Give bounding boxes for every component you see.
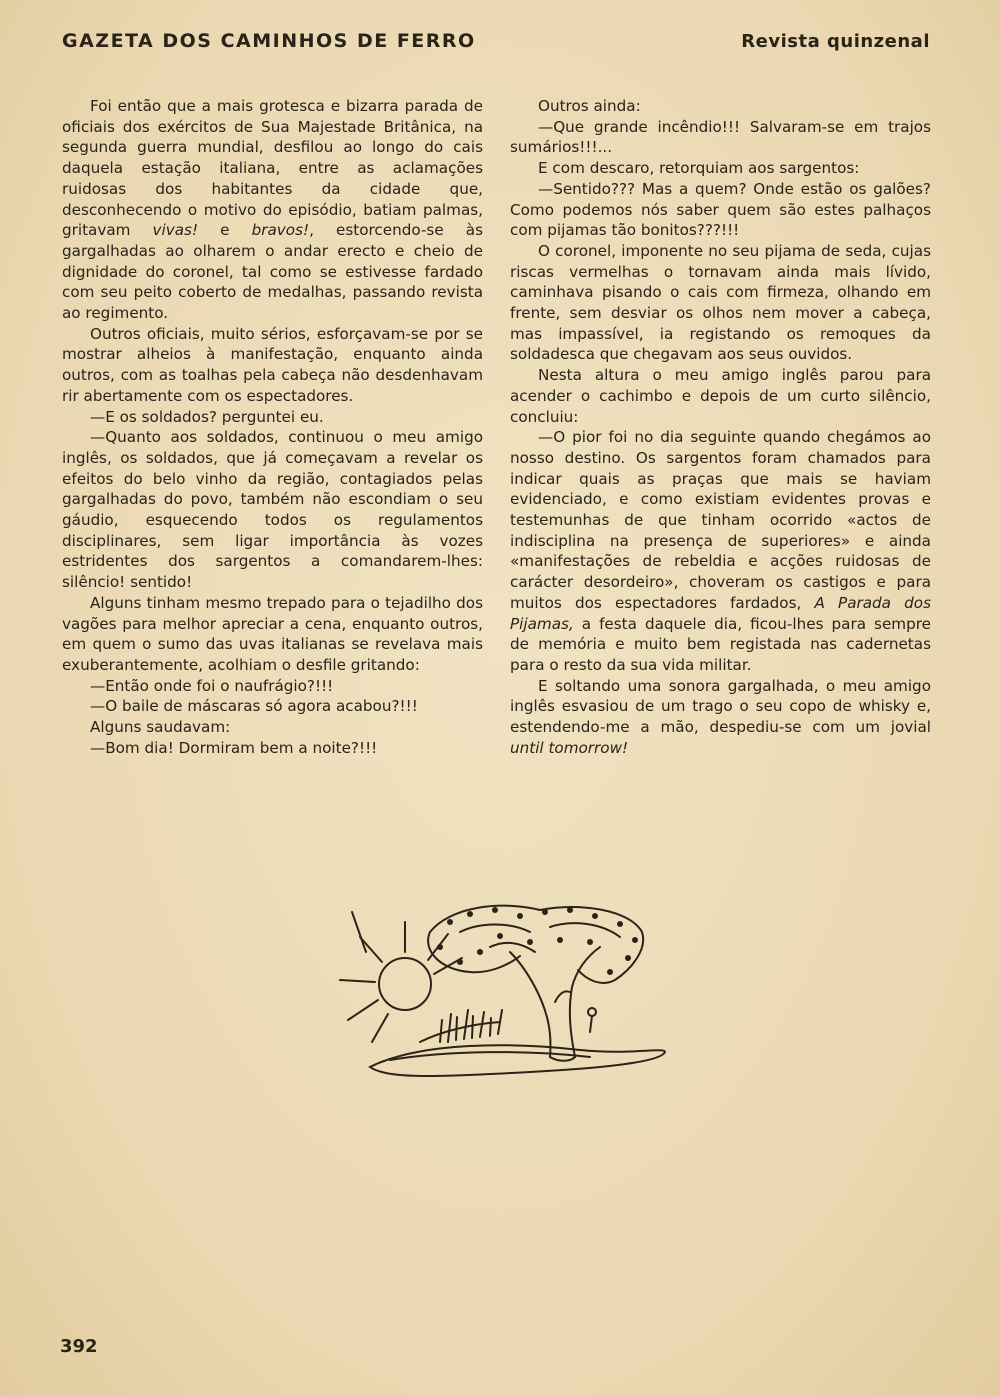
- text-run: , estorcendo-se às gargalhadas ao olharem o andar erecto e cheio de dignidade do coronel, tal como se estivesse fardado com seu peito coberto de medalhas, passando revista ao regimento.: [62, 221, 483, 323]
- italic-text: vivas!: [152, 221, 199, 240]
- text-run: a festa daquele dia, ficou-lhes para sempre de memória e muito bem registada nas cadernetas para o resto da sua vida militar.: [510, 614, 931, 674]
- paragraph: Outros ainda:: [538, 97, 641, 115]
- paragraph: [510, 427, 931, 675]
- paragraph: —O baile de máscaras só agora acabou?!!!: [90, 697, 418, 716]
- italic-text: A Parada dos Pijamas,: [510, 593, 931, 633]
- paragraph: O coronel, imponente no seu pijama de seda, cujas riscas vermelhas o tornavam ainda mais lívido, caminhava pisando o cais com firmeza, olhando em frente, sem desviar os olhos nem mover a cabeça, mas impassível, ia registando os remoques da soldadesca que chegavam aos seus ouvidos.: [510, 241, 931, 364]
- publication-kind: Revista quinzenal: [741, 31, 930, 52]
- paragraph: Alguns tinham mesmo trepado para o tejadilho dos vagões para melhor apreciar a cena, enquanto outros, em quem o sumo das uvas italianas se revelava mais exuberantemente, acolhiam o desfile gritando:: [62, 593, 483, 674]
- paragraph: —Bom dia! Dormiram bem a noite?!!!: [90, 738, 378, 757]
- publication-title: GAZETA DOS CAMINHOS DE FERRO: [62, 30, 476, 52]
- paragraph: [62, 96, 483, 324]
- text-run: e: [198, 221, 252, 240]
- italic-text: bravos!: [251, 221, 310, 240]
- paragraph: —E os soldados? perguntei eu.: [90, 407, 324, 426]
- page-header: [62, 30, 930, 64]
- right-column: [510, 96, 931, 759]
- text-run: —O pior foi no dia seguinte quando chegámos ao nosso destino. Os sargentos foram chamados para indicar quais as praças que mais se haviam evidenciado, e como existiam evidentes provas e testemunhas de que tinham ocorrido «actos de indisciplina na presença de superiores» e ainda «manifestações de rebeldia e acções ruidosas de carácter desordeiro», choveram os castigos e para muitos dos espectadores fardados,: [510, 428, 931, 612]
- paragraph: Outros oficiais, muito sérios, esforçavam-se por se mostrar alheios à manifestação, enquanto ainda outros, com as toalhas pela cabeça não desdenhavam rir abertamente com os espectadores.: [62, 324, 483, 405]
- paragraph: —Sentido??? Mas a quem? Onde estão os galões? Como podemos nós saber quem são estes palhaços com pijamas tão bonitos???!!!: [510, 179, 931, 240]
- paragraph: E com descaro, retorquiam aos sargentos:: [538, 159, 860, 178]
- tree-sun-illustration-icon: [330, 892, 675, 1092]
- text-run: Foi então que a mais grotesca e bizarra parada de oficiais dos exércitos de Sua Majestade Britânica, na segunda guerra mundial, desfilou ao longo do cais daquela estação italiana, entre as aclamações ruidosas dos habitantes da cidade que, desconhecendo o motivo do episódio, batiam palmas, gritavam: [62, 97, 483, 240]
- italic-text: until tomorrow!: [510, 738, 629, 757]
- page-number: 392: [60, 1336, 98, 1357]
- paragraph: Alguns saudavam:: [90, 718, 231, 737]
- paragraph: —Que grande incêndio!!! Salvaram-se em trajos sumários!!!...: [510, 117, 931, 157]
- text-run: E soltando uma sonora gargalhada, o meu amigo inglês esvasiou de um trago o seu copo de whisky e, estendendo-me a mão, despediu-se com um jovial: [510, 676, 931, 737]
- sun-icon: [379, 958, 431, 1010]
- paragraph: —Quanto aos soldados, continuou o meu amigo inglês, os soldados, que já começavam a revelar os efeitos do belo vinho da região, contagiados pelas gargalhadas do povo, também não escondiam o seu gáudio, esquecendo todos os regulamentos disciplinares, sem ligar importância às vozes estridentes dos sargentos a comandarem-lhes: silêncio! sentido!: [62, 428, 483, 592]
- paragraph: —Então onde foi o naufrágio?!!!: [90, 676, 334, 695]
- paragraph: [510, 676, 931, 759]
- left-column: [62, 96, 483, 759]
- paragraph: Nesta altura o meu amigo inglês parou para acender o cachimbo e depois de um curto silêncio, concluiu:: [510, 366, 931, 426]
